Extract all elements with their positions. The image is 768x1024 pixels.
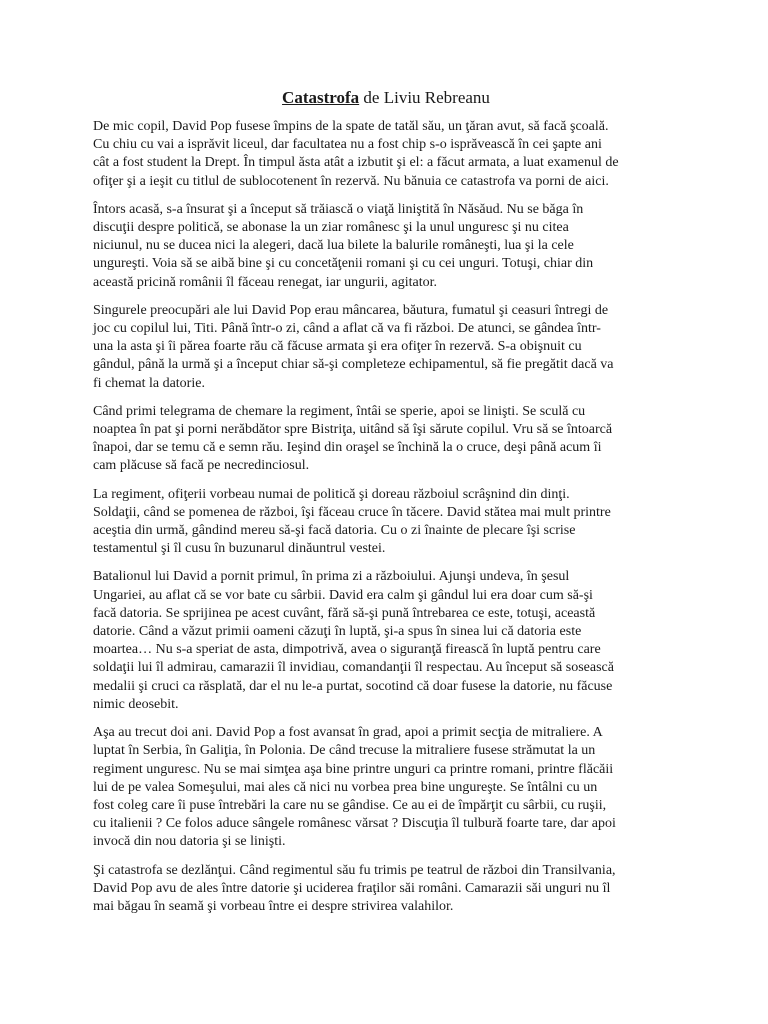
text-line: ungureşti. Voia să se aibă bine şi cu concetăţenii romani şi cu cei unguri. Totuşi, chiar din xyxy=(93,256,594,272)
text-line: niciunul, nu se ducea nici la alegeri, dacă lua bilete la balurile româneşti, lua şi la cele xyxy=(93,238,574,254)
title-author: de Liviu Rebreanu xyxy=(359,88,490,107)
text-line: joc cu copilul lui, Titi. Până într-o zi, când a aflat că va fi război. De atunci, se gândea într- xyxy=(93,321,601,337)
text-line: Şi catastrofa se dezlănţui. Când regimentul său fu trimis pe teatrul de război din Transilvania, xyxy=(93,862,616,878)
text-line: ofiţer şi a ieşit cu titlul de sublocotenent în rezervă. Nu bănuia ce catastrofa va porni de aici. xyxy=(93,173,609,189)
document-page xyxy=(93,88,679,926)
text-line: Singurele preocupări ale lui David Pop erau mâncarea, băutura, fumatul şi ceasuri întregi de xyxy=(93,302,609,318)
text-line: una la asta şi îi părea foarte rău că făcuse armata şi era ofiţer în rezervă. S-a obişnuit cu xyxy=(93,339,582,355)
text-line: fost coleg care îi puse întrebări la care nu se gândise. Ce au ei de împărţit cu sârbii, cu ruşii, xyxy=(93,797,607,813)
text-line: gândul, până la urmă şi a început chiar să-şi completeze echipamentul, să fie pregătit dacă va xyxy=(93,357,614,373)
document-title xyxy=(93,88,679,108)
text-line: Batalionul lui David a pornit primul, în prima zi a războiului. Ajunşi undeva, în şesul xyxy=(93,569,570,585)
text-line: cu italienii ? Ce folos aduce sângele românesc vărsat ? Discuţia îl tulbură foarte tare, dar apoi xyxy=(93,816,616,832)
paragraph xyxy=(93,403,679,476)
text-line: datorie. Când a văzut primii oameni căzuţi în luptă, şi-a spus în sinea lui că datoria este xyxy=(93,624,582,640)
text-line: cât a fost student la Drept. În timpul ăsta atât a izbutit şi el: a făcut armata, a luat examenul de xyxy=(93,155,619,171)
paragraph xyxy=(93,302,679,393)
paragraph xyxy=(93,118,679,191)
text-line: Aşa au trecut doi ani. David Pop a fost avansat în grad, apoi a primit secţia de mitraliere. A xyxy=(93,725,603,741)
text-line: discuţii despre politică, se abonase la un ziar românesc şi la unul unguresc şi nu citea xyxy=(93,220,569,236)
paragraph xyxy=(93,724,679,851)
text-line: invocă din nou datoria şi se linişti. xyxy=(93,834,286,850)
text-line: lui de pe valea Someşului, mai ales că nici nu vorbea prea bine ungureşte. Se întâlni cu un xyxy=(93,779,598,795)
text-line: regiment unguresc. Nu se mai simţea aşa bine printre unguri ca printre romani, printre flăcăii xyxy=(93,761,614,777)
paragraph xyxy=(93,862,679,917)
text-line: medalii şi cruci ca răsplată, dar el nu le-a purtat, socotind că doar fusese la datorie, nu făcuse xyxy=(93,678,613,694)
text-line: cam plăcuse să facă pe necredinciosul. xyxy=(93,458,310,474)
text-line: luptat în Serbia, în Galiţia, în Polonia. De când trecuse la mitraliere fusese strămutat la un xyxy=(93,743,596,759)
text-line: Cu chiu cu vai a isprăvit liceul, dar facultatea nu a fost chip s-o isprăvească în cei şapte ani xyxy=(93,137,602,153)
text-line: testamentul şi îl cusu în buzunarul dinăuntrul vestei. xyxy=(93,541,386,557)
text-line: Ungariei, au aflat că se vor bate cu sârbii. David era calm şi gândul lui era doar cum să-şi xyxy=(93,587,593,603)
text-line: noaptea în pat şi porni nerăbdător spre Bistriţa, uitând să îşi sărute copilul. Vru să se întoarcă xyxy=(93,422,613,438)
text-line: moartea… Nu s-a speriat de asta, dimpotrivă, avea o siguranţă firească în luptă pentru care xyxy=(93,642,601,658)
text-line: David Pop avu de ales între datorie şi uciderea fraţilor săi români. Camarazii săi unguri nu îl xyxy=(93,880,611,896)
document-body xyxy=(93,118,679,916)
title-bold: Catastrofa xyxy=(282,88,360,107)
paragraph xyxy=(93,486,679,559)
text-line: înapoi, dar se temu că e semn rău. Ieşind din oraşel se închină la o cruce, deşi până acum îi xyxy=(93,440,602,456)
text-line: Soldaţii, când se pomenea de război, îşi făceau cruce în tăcere. David stătea mai mult printre xyxy=(93,504,611,520)
text-line: fi chemat la datorie. xyxy=(93,375,205,391)
paragraph xyxy=(93,201,679,292)
text-line: nimic deosebit. xyxy=(93,696,179,712)
text-line: aceştia din urmă, gândind mereu să-şi facă datoria. Cu o zi înainte de plecare îşi scrise xyxy=(93,523,576,539)
text-line: mai băgau în seamă şi vorbeau între ei despre strivirea valahilor. xyxy=(93,898,454,914)
text-line: De mic copil, David Pop fusese împins de la spate de tatăl său, un ţăran avut, să facă şcoală. xyxy=(93,119,609,134)
text-line: Când primi telegrama de chemare la regiment, întâi se sperie, apoi se linişti. Se sculă cu xyxy=(93,403,586,419)
text-line: soldaţii lui îl admirau, camarazii îl invidiau, comandanţii îl respectau. Au început să sosească xyxy=(93,660,614,676)
text-line: Întors acasă, s-a însurat şi a început să trăiască o viaţă liniştită în Năsăud. Nu se băga în xyxy=(93,201,584,217)
text-line: facă datoria. Se sprijinea pe acest cuvânt, fără să-şi pună întrebarea ce este, totuşi, această xyxy=(93,605,596,621)
paragraph xyxy=(93,568,679,714)
text-line: această pricină românii îl făceau renegat, iar ungurii, agitator. xyxy=(93,274,438,290)
text-line: La regiment, ofiţerii vorbeau numai de politică şi doreau războiul scrâşnind din dinţi. xyxy=(93,486,570,502)
